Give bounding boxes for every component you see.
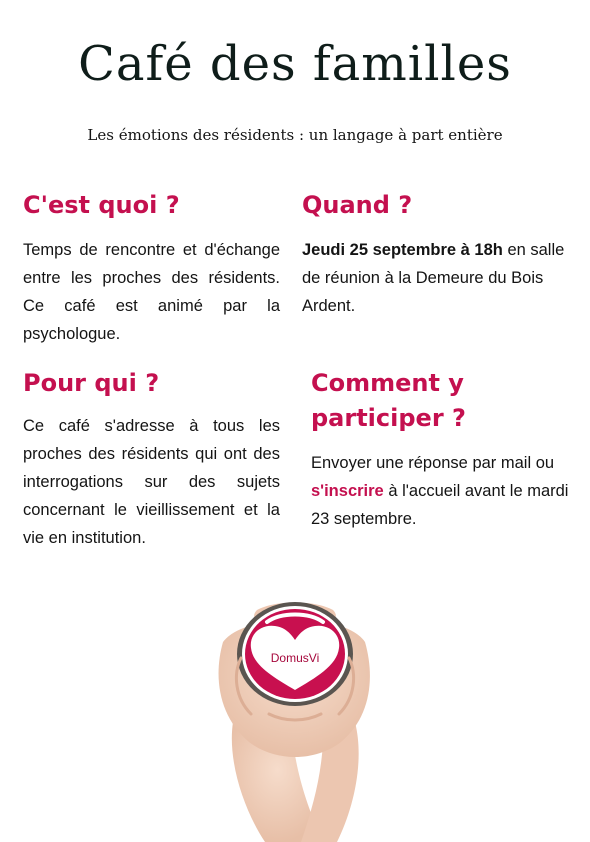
comment-text-start: Envoyer une réponse par mail ou <box>311 454 555 472</box>
register-highlight: s'inscrire <box>311 482 384 500</box>
hands-holding-mug-icon <box>205 582 385 842</box>
section-pour-qui-heading: Pour qui ? <box>23 369 160 397</box>
section-comment-heading: Comment y participer ? <box>311 369 466 432</box>
page-subtitle: Les émotions des résidents : un langage à part entière <box>87 126 503 144</box>
section-comment-body <box>311 449 579 533</box>
comment-text-end: à l'accueil avant le mardi 23 septembre. <box>311 482 569 528</box>
section-quand-heading: Quand ? <box>302 191 413 219</box>
event-date: Jeudi 25 septembre à 18h <box>302 241 503 259</box>
section-quand-body <box>302 236 572 320</box>
brand-logo: DomusVi <box>270 651 320 665</box>
section-quoi-body: Temps de rencontre et d'échange entre les proches des résidents. Ce café est animé par la psychologue. <box>23 241 280 343</box>
page-title: Café des familles <box>78 36 512 92</box>
event-location: en salle de réunion à la Demeure du Bois Ardent. <box>302 241 565 315</box>
section-quoi-heading: C'est quoi ? <box>23 191 180 219</box>
section-pour-qui-body: Ce café s'adresse à tous les proches des résidents qui ont des interrogations sur des sujets concernant le vieillissement et la vie en institution. <box>23 417 280 547</box>
